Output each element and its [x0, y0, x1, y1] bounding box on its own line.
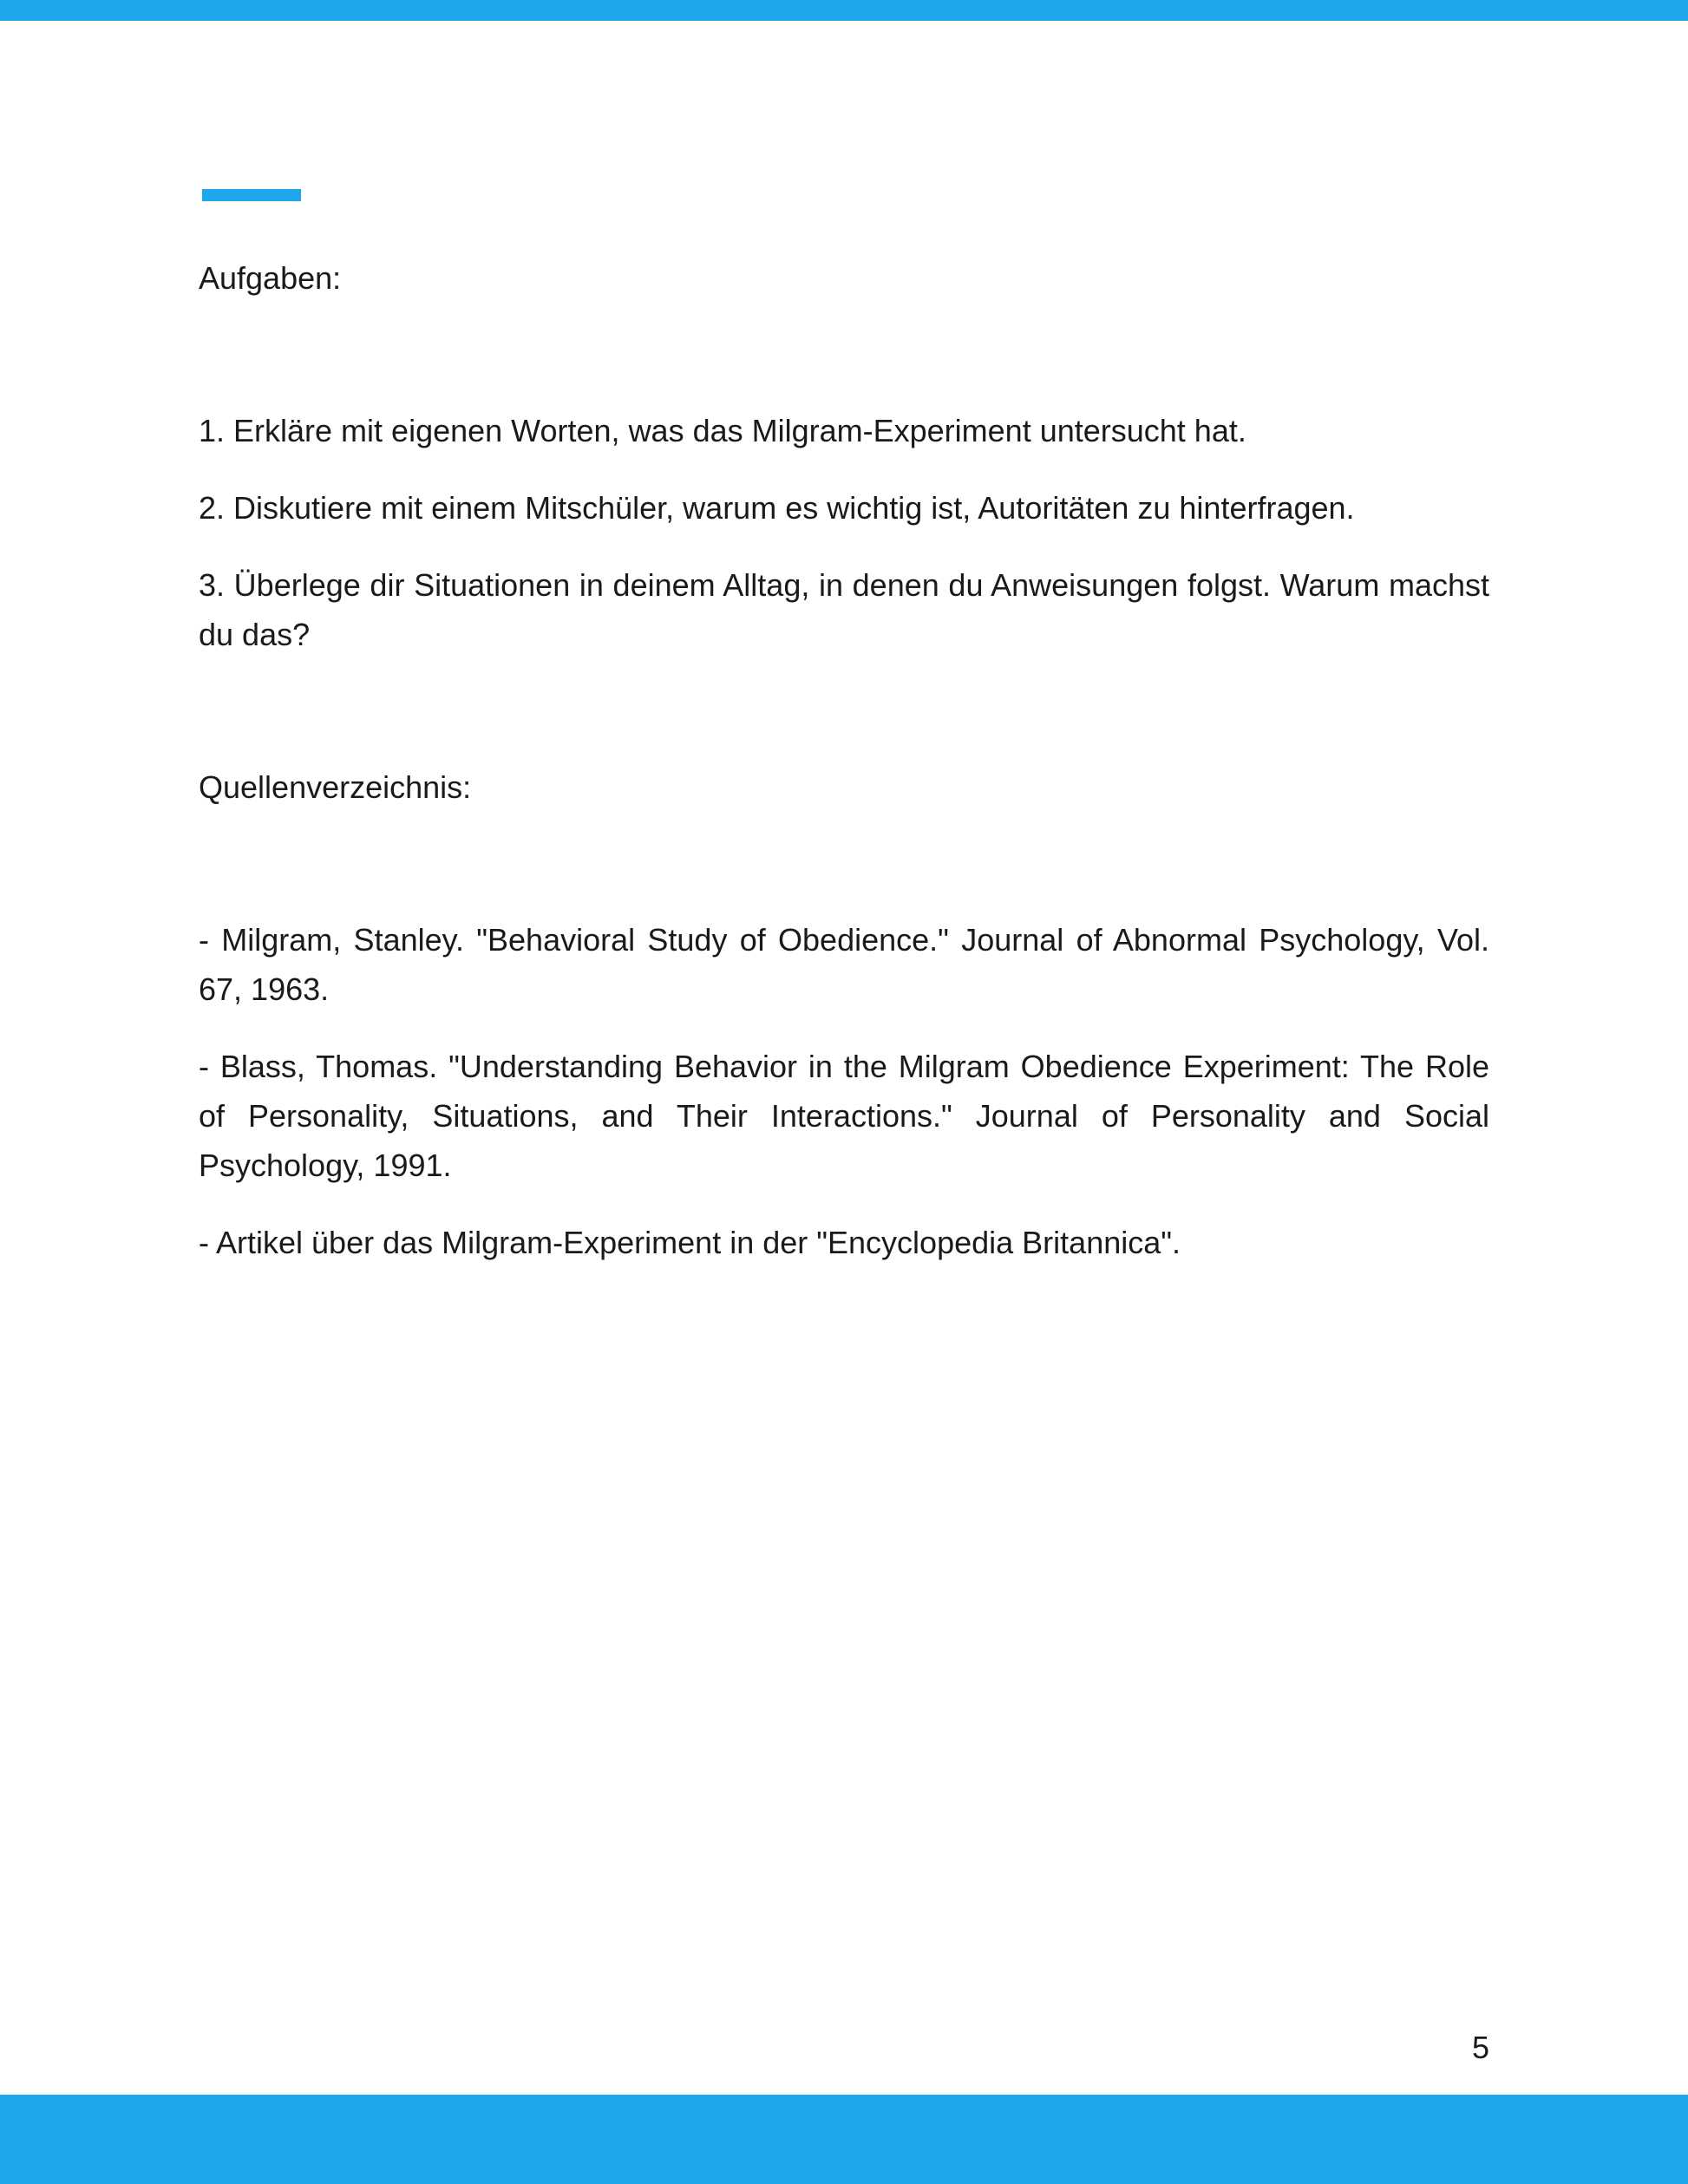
top-accent-bar: [0, 0, 1688, 21]
source-item-2: - Blass, Thomas. "Understanding Behavior in the Milgram Obedience Experiment: The Role of Personality, Situations, and Their Interactions." Journal of Personality and Social Psychology, 1991.: [199, 1049, 1489, 1183]
tasks-heading: Aufgaben:: [199, 260, 342, 296]
page-number: 5: [1471, 2030, 1489, 2065]
task-item-1: 1. Erkläre mit eigenen Worten, was das Milgram-Experiment untersucht hat.: [199, 413, 1246, 448]
sources-heading: Quellenverzeichnis:: [199, 769, 472, 805]
page-content: [199, 253, 1489, 1267]
task-item-3: 3. Überlege dir Situationen in deinem Alltag, in denen du Anweisungen folgst. Warum machst du das?: [199, 567, 1489, 652]
bottom-accent-bar: [0, 2095, 1688, 2184]
source-item-3: - Artikel über das Milgram-Experiment in der "Encyclopedia Britannica".: [199, 1225, 1181, 1260]
task-item-2: 2. Diskutiere mit einem Mitschüler, warum es wichtig ist, Autoritäten zu hinterfragen.: [199, 490, 1355, 526]
source-item-1: - Milgram, Stanley. "Behavioral Study of Obedience." Journal of Abnormal Psychology, Vol. 67, 1963.: [199, 922, 1489, 1007]
accent-dash: [202, 189, 301, 201]
